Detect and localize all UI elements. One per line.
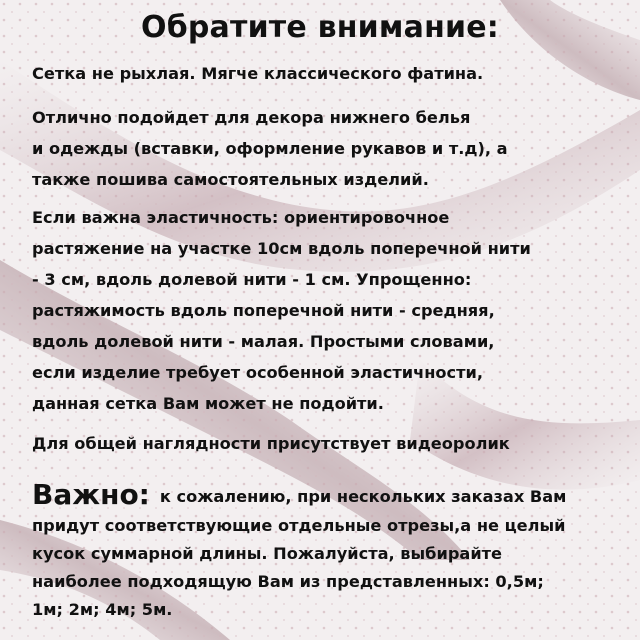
text-line: 1м; 2м; 4м; 5м. [32,600,173,619]
text-line: растяжимость вдоль поперечной нити - средняя, [32,301,495,320]
paragraph-video-note [32,428,622,459]
paragraph-elasticity [32,202,622,419]
text-line: и одежды (вставки, оформление рукавов и т.д), а [32,139,508,158]
text-line: Сетка не рыхлая. Мягче классического фатина. [32,64,484,83]
text-line: - 3 см, вдоль долевой нити - 1 см. Упрощенно: [32,270,472,289]
text-line: к сожалению, при нескольких заказах Вам [159,487,567,506]
text-line: Если важна эластичность: ориентировочное [32,208,450,227]
text-line: также пошива самостоятельных изделий. [32,170,429,189]
text-line: кусок суммарной длины. Пожалуйста, выбирайте [32,544,503,563]
important-heading: Важно: [32,478,150,511]
text-line: растяжение на участке 10см вдоль поперечной нити [32,239,531,258]
paragraph-mesh-softness [32,58,622,89]
text-line: данная сетка Вам может не подойти. [32,394,384,413]
text-line: наиболее подходящую Вам из представленных: 0,5м; [32,572,544,591]
important-first-line [32,478,632,512]
text-line: Для общей наглядности присутствует видеоролик [32,434,510,453]
page-title: Обратите внимание: [141,10,499,45]
important-notice [32,478,632,624]
text-line: если изделие требует особенной эластичности, [32,363,483,382]
paragraph-usage [32,102,622,195]
text-line: вдоль долевой нити - малая. Простыми словами, [32,332,495,351]
text-line: придут соответствующие отдельные отрезы,а не целый [32,516,566,535]
text-line: Отлично подойдет для декора нижнего белья [32,108,471,127]
